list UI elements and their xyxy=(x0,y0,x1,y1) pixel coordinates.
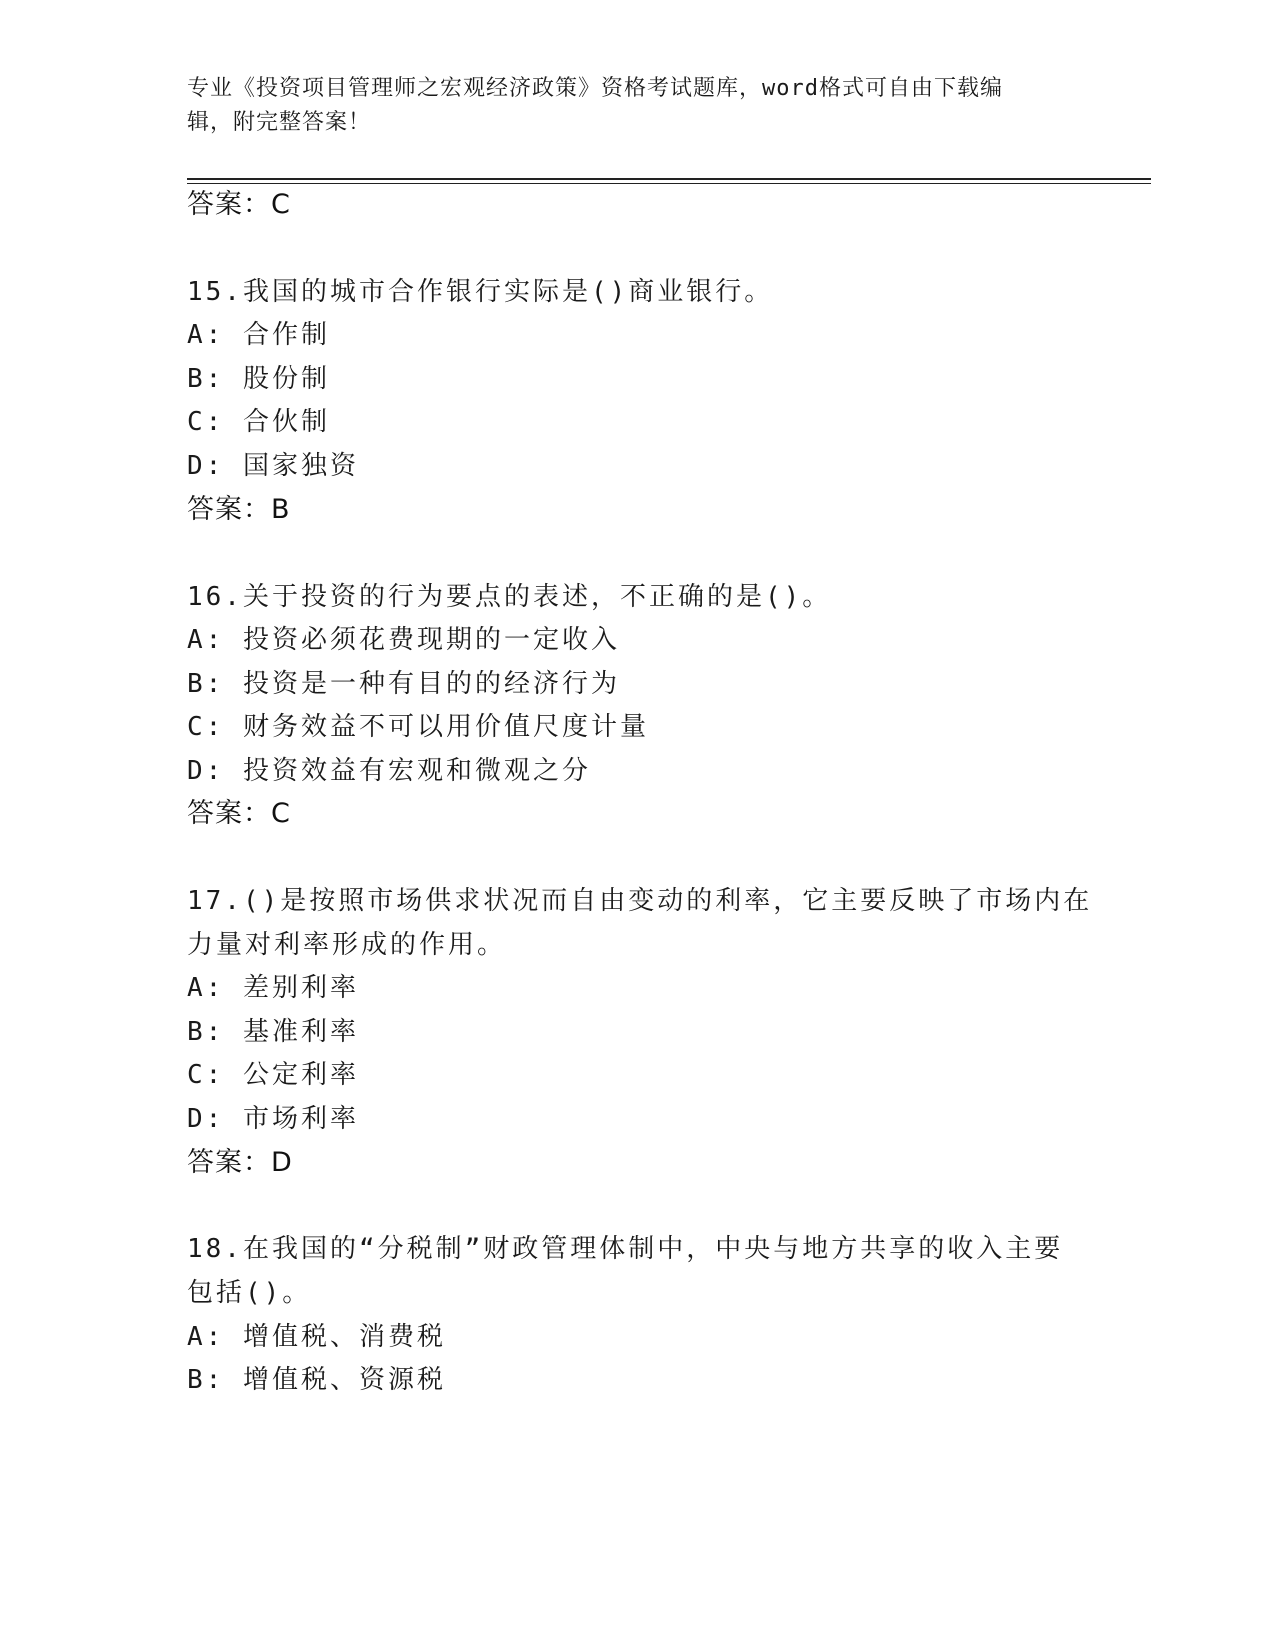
option-c: C: 合伙制 xyxy=(187,407,330,437)
option-c: C: 公定利率 xyxy=(187,1060,359,1090)
option-d: D: 国家独资 xyxy=(187,451,359,481)
header-line-2: 辑，附完整答案！ xyxy=(187,110,372,135)
option-b: B: 投资是一种有目的的经济行为 xyxy=(187,669,620,699)
option-a: A: 增值税、消费税 xyxy=(187,1322,446,1352)
option-b: B: 增值税、资源税 xyxy=(187,1365,446,1395)
option-b: B: 股份制 xyxy=(187,364,330,394)
answer-line: 答案：C xyxy=(187,189,291,220)
answer-line: 答案：C xyxy=(187,798,291,829)
answer-line: 答案：D xyxy=(187,1147,293,1178)
question-stem-continued: 包括()。 xyxy=(187,1278,312,1308)
option-d: D: 投资效益有宏观和微观之分 xyxy=(187,756,591,786)
question-stem: 16.关于投资的行为要点的表述，不正确的是()。 xyxy=(187,582,832,612)
option-a: A: 合作制 xyxy=(187,320,330,350)
option-a: A: 投资必须花费现期的一定收入 xyxy=(187,625,620,655)
header-divider-thin xyxy=(187,183,1151,184)
option-a: A: 差别利率 xyxy=(187,973,359,1003)
page-header xyxy=(187,72,1087,140)
question-stem: 18.在我国的“分税制”财政管理体制中，中央与地方共享的收入主要 xyxy=(187,1234,1064,1264)
option-b: B: 基准利率 xyxy=(187,1017,359,1047)
option-d: D: 市场利率 xyxy=(187,1104,359,1134)
header-line-1: 专业《投资项目管理师之宏观经济政策》资格考试题库，word格式可自由下载编 xyxy=(187,76,1003,101)
header-divider-thick xyxy=(187,178,1151,180)
question-stem-continued: 力量对利率形成的作用。 xyxy=(187,930,507,960)
question-stem: 17.()是按照市场供求状况而自由变动的利率，它主要反映了市场内在 xyxy=(187,886,1093,916)
answer-line: 答案：B xyxy=(187,494,291,525)
question-stem: 15.我国的城市合作银行实际是()商业银行。 xyxy=(187,277,774,307)
option-c: C: 财务效益不可以用价值尺度计量 xyxy=(187,712,649,742)
